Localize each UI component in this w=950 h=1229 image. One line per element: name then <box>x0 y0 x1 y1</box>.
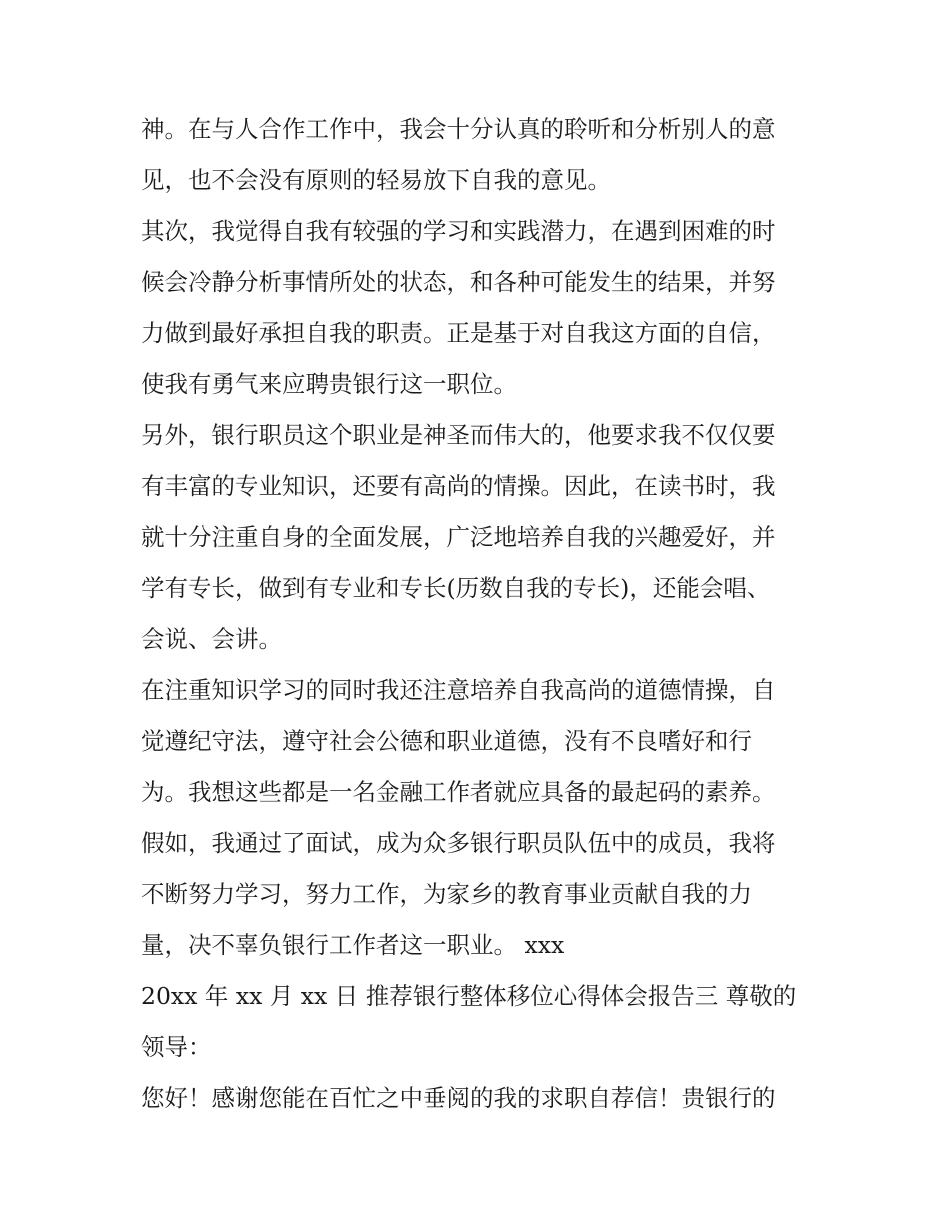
text-line: 您好！感谢您能在百忙之中垂阅的我的求职自荐信！贵银行的 <box>141 1084 776 1112</box>
text-line: 不断努力学习，努力工作，为家乡的教育事业贡献自我的力 <box>141 880 752 908</box>
text-line: 另外，银行职员这个职业是神圣而伟大的，他要求我不仅仅要 <box>141 421 776 449</box>
document-body <box>141 104 821 1124</box>
text-line: 20xx 年 xx 月 xx 日 推荐银行整体移位心得体会报告三 尊敬的 <box>141 982 797 1010</box>
text-line: 见，也不会没有原则的轻易放下自我的意见。 <box>141 166 611 194</box>
text-line: 在注重知识学习的同时我还注意培养自我高尚的道德情操，自 <box>141 676 776 704</box>
text-line: 觉遵纪守法，遵守社会公德和职业道德，没有不良嗜好和行 <box>141 727 752 755</box>
text-line: 有丰富的专业知识，还要有高尚的情操。因此，在读书时，我 <box>141 472 776 500</box>
text-line: 神。在与人合作工作中，我会十分认真的聆听和分析别人的意 <box>141 115 776 143</box>
text-line: 会说、会讲。 <box>141 625 282 653</box>
text-line: 使我有勇气来应聘贵银行这一职位。 <box>141 370 517 398</box>
text-line: 学有专长，做到有专业和专长(历数自我的专长)，还能会唱、 <box>141 574 771 602</box>
text-line: 力做到最好承担自我的职责。正是基于对自我这方面的自信， <box>141 319 776 347</box>
text-line: 领导： <box>141 1033 212 1061</box>
text-line: 候会冷静分析事情所处的状态，和各种可能发生的结果，并努 <box>141 268 776 296</box>
text-line: 其次，我觉得自我有较强的学习和实践潜力，在遇到困难的时 <box>141 217 776 245</box>
text-line: 为。我想这些都是一名金融工作者就应具备的最起码的素养。 <box>141 778 776 806</box>
text-line: 假如，我通过了面试，成为众多银行职员队伍中的成员，我将 <box>141 829 776 857</box>
text-line: 量，决不辜负银行工作者这一职业。 xxx <box>141 931 565 959</box>
text-line: 就十分注重自身的全面发展，广泛地培养自我的兴趣爱好，并 <box>141 523 776 551</box>
